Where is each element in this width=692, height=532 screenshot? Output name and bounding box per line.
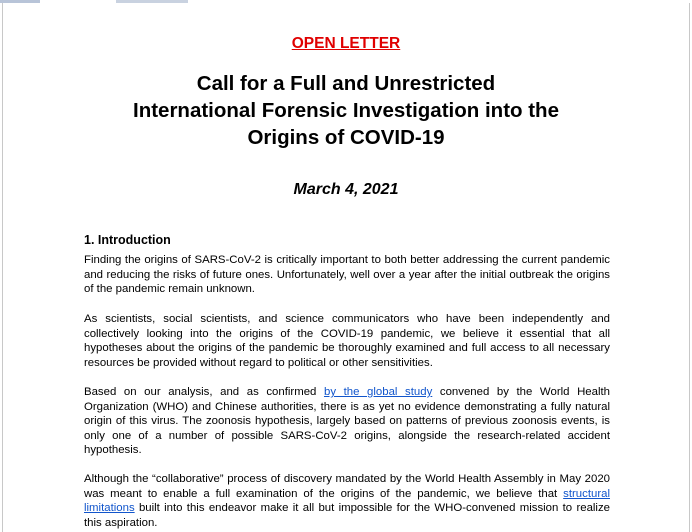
paragraph (84, 385, 610, 458)
paragraph: Finding the origins of SARS-CoV-2 is critically important to both better addressing the current pandemic and reducing the risks of future ones. Unfortunately, well over a year after the initial outbreak the origins of the pandemic remain unknown. (84, 254, 610, 295)
paragraph-text: convened by the World Health Organization (WHO) and Chinese authorities, there is as yet no evidence demonstrating a fully natural origin of this virus. The zoonosis hypothesis, largely based on patterns of previous zoonosis events, is only one of a number of possible SARS-CoV-2 origins, alongside the research-related accident hypothesis. (84, 386, 610, 456)
title-line: Call for a Full and Unrestricted (196, 72, 496, 95)
paragraph-text: built into this endeavor make it all but impossible for the WHO-convened mission to realize this aspiration. (84, 502, 610, 529)
title-line: Origins of COVID-19 (247, 126, 445, 149)
global-study-link[interactable]: by the global study (323, 386, 433, 398)
paragraph-text: Although the “collaborative” process of discovery mandated by the World Health Assembly in May 2020 was meant to enable a full examination of the origins of the pandemic, we believe that (84, 473, 610, 500)
paragraph: As scientists, social scientists, and science communicators who have been independently and collectively looking into the origins of the COVID-19 pandemic, we believe it essential that all hypotheses about the origins of the pandemic be thoroughly examined and full access to all necessary resources be provided without regard to political or other sensitivities. (84, 313, 610, 369)
paragraph (84, 472, 610, 530)
open-letter-banner: OPEN LETTER (291, 35, 401, 52)
paragraph-text: Based on our analysis, and as confirmed (84, 386, 324, 398)
structural-limitations-link[interactable]: structural limitations (84, 487, 610, 514)
document-title (0, 70, 692, 151)
section-heading: 1. Introduction (84, 233, 171, 247)
title-line: International Forensic Investigation into the (133, 99, 559, 122)
document-date: March 4, 2021 (293, 181, 399, 198)
